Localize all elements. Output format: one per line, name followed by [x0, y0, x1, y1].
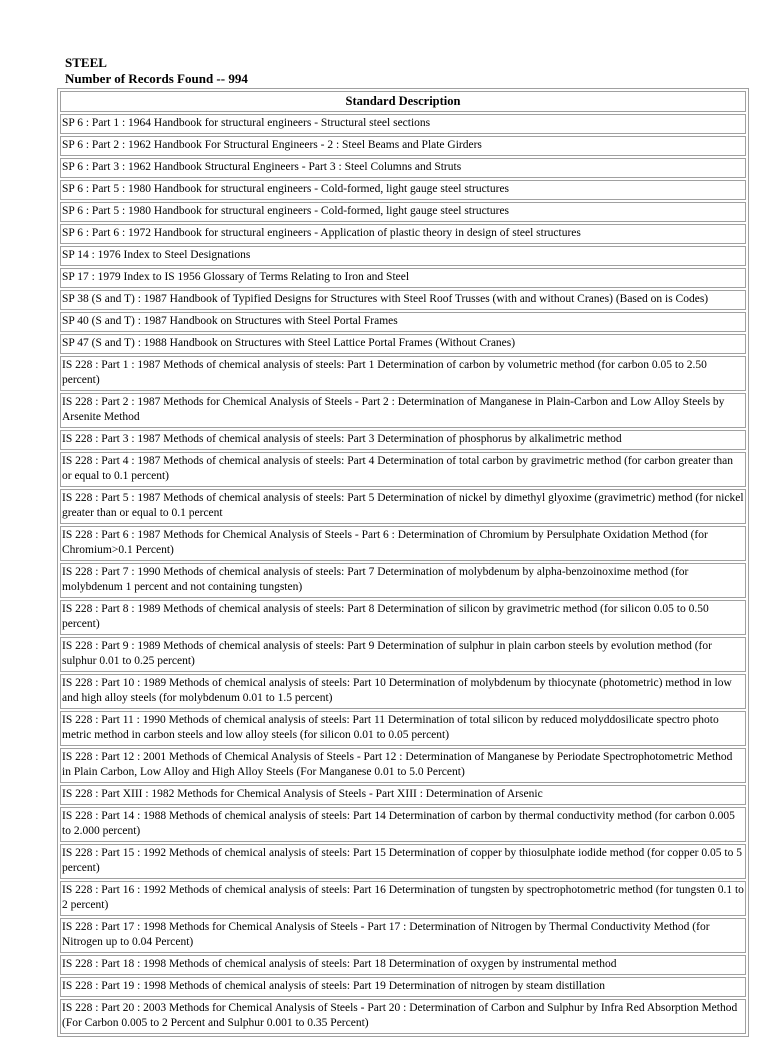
table-cell: IS 228 : Part XIII : 1982 Methods for Chemical Analysis of Steels - Part XIII : Determination of Arsenic — [60, 785, 746, 805]
table-cell: SP 6 : Part 2 : 1962 Handbook For Structural Engineers - 2 : Steel Beams and Plate Girders — [60, 136, 746, 156]
table-cell: IS 228 : Part 5 : 1987 Methods of chemical analysis of steels: Part 5 Determination of nickel by dimethyl glyoxime (gravimetric) method (for nickel greater than or equal to 0.1 percent — [60, 489, 746, 524]
table-body — [60, 114, 746, 1034]
table-cell: IS 228 : Part 12 : 2001 Methods of Chemical Analysis of Steels - Part 12 : Determination of Manganese by Periodate Spectrophotometric Method in Plain Carbon, Low Alloy and High Alloy Steels (For Manganese 0.01 to 5.0 Percent) — [60, 748, 746, 783]
table-cell: IS 228 : Part 3 : 1987 Methods of chemical analysis of steels: Part 3 Determination of phosphorus by alkalimetric method — [60, 430, 746, 450]
standards-table — [57, 88, 749, 1037]
table-row — [60, 977, 746, 997]
table-row — [60, 489, 746, 524]
table-cell: SP 14 : 1976 Index to Steel Designations — [60, 246, 746, 266]
table-cell: SP 6 : Part 3 : 1962 Handbook Structural Engineers - Part 3 : Steel Columns and Struts — [60, 158, 746, 178]
table-cell: IS 228 : Part 8 : 1989 Methods of chemical analysis of steels: Part 8 Determination of silicon by gravimetric method (for silicon 0.05 to 0.50 percent) — [60, 600, 746, 635]
table-cell: SP 6 : Part 1 : 1964 Handbook for structural engineers - Structural steel sections — [60, 114, 746, 134]
table-cell: IS 228 : Part 18 : 1998 Methods of chemical analysis of steels: Part 18 Determination of oxygen by instrumental method — [60, 955, 746, 975]
table-cell: IS 228 : Part 10 : 1989 Methods of chemical analysis of steels: Part 10 Determination of molybdenum by thiocynate (photometric) method in low and high alloy steels (for molybdenum 0.01 to 1.5 percent) — [60, 674, 746, 709]
table-row — [60, 393, 746, 428]
table-row — [60, 600, 746, 635]
records-count: Number of Records Found -- 994 — [65, 71, 248, 86]
table-row — [60, 526, 746, 561]
table-cell: IS 228 : Part 1 : 1987 Methods of chemical analysis of steels: Part 1 Determination of carbon by volumetric method (for carbon 0.05 to 2.50 percent) — [60, 356, 746, 391]
table-row — [60, 224, 746, 244]
table-row — [60, 158, 746, 178]
table-cell: IS 228 : Part 11 : 1990 Methods of chemical analysis of steels: Part 11 Determination of total silicon by reduced molyddosilicate spectro photo metric method in carbon steels and low alloy steels (for silicon 0.01 to 0.05 percent) — [60, 711, 746, 746]
table-cell: SP 6 : Part 5 : 1980 Handbook for structural engineers - Cold-formed, light gauge steel structures — [60, 180, 746, 200]
table-cell: IS 228 : Part 16 : 1992 Methods of chemical analysis of steels: Part 16 Determination of tungsten by spectrophotometric method (for tungsten 0.1 to 2 percent) — [60, 881, 746, 916]
table-row — [60, 637, 746, 672]
table-row — [60, 136, 746, 156]
table-cell: IS 228 : Part 15 : 1992 Methods of chemical analysis of steels: Part 15 Determination of copper by thiosulphate iodide method (for copper 0.05 to 5 percent) — [60, 844, 746, 879]
table-cell: IS 228 : Part 17 : 1998 Methods for Chemical Analysis of Steels - Part 17 : Determination of Nitrogen by Thermal Conductivity Method (for Nitrogen up to 0.04 Percent) — [60, 918, 746, 953]
table-cell: IS 228 : Part 6 : 1987 Methods for Chemical Analysis of Steels - Part 6 : Determination of Chromium by Persulphate Oxidation Method (for Chromium>0.1 Percent) — [60, 526, 746, 561]
results-header — [65, 55, 248, 87]
table-row — [60, 356, 746, 391]
table-header-row — [60, 91, 746, 112]
table-cell: SP 6 : Part 5 : 1980 Handbook for structural engineers - Cold-formed, light gauge steel structures — [60, 202, 746, 222]
table-cell: SP 17 : 1979 Index to IS 1956 Glossary of Terms Relating to Iron and Steel — [60, 268, 746, 288]
table-cell: IS 228 : Part 2 : 1987 Methods for Chemical Analysis of Steels - Part 2 : Determination of Manganese in Plain-Carbon and Low Alloy Steels by Arsenite Method — [60, 393, 746, 428]
table-row — [60, 246, 746, 266]
table-row — [60, 881, 746, 916]
table-row — [60, 563, 746, 598]
table-row — [60, 430, 746, 450]
table-row — [60, 202, 746, 222]
table-row — [60, 114, 746, 134]
table-row — [60, 180, 746, 200]
table-cell: SP 6 : Part 6 : 1972 Handbook for structural engineers - Application of plastic theory in design of steel structures — [60, 224, 746, 244]
table-row — [60, 999, 746, 1034]
table-cell: SP 47 (S and T) : 1988 Handbook on Structures with Steel Lattice Portal Frames (Without Cranes) — [60, 334, 746, 354]
table-row — [60, 711, 746, 746]
table-row — [60, 452, 746, 487]
table-row — [60, 918, 746, 953]
table-cell: IS 228 : Part 20 : 2003 Methods for Chemical Analysis of Steels - Part 20 : Determination of Carbon and Sulphur by Infra Red Absorption Method (For Carbon 0.005 to 2 Percent and Sulphur 0.001 to 0.35 Percent) — [60, 999, 746, 1034]
column-header-standard-description: Standard Description — [60, 91, 746, 112]
table-row — [60, 748, 746, 783]
table-row — [60, 955, 746, 975]
table-row — [60, 290, 746, 310]
table-row — [60, 268, 746, 288]
table-cell: IS 228 : Part 19 : 1998 Methods of chemical analysis of steels: Part 19 Determination of nitrogen by steam distillation — [60, 977, 746, 997]
table-cell: SP 38 (S and T) : 1987 Handbook of Typified Designs for Structures with Steel Roof Trusses (with and without Cranes) (Based on is Codes) — [60, 290, 746, 310]
table-cell: IS 228 : Part 9 : 1989 Methods of chemical analysis of steels: Part 9 Determination of sulphur in plain carbon steels by evolution method (for sulphur 0.01 to 0.25 percent) — [60, 637, 746, 672]
table-row — [60, 312, 746, 332]
table-row — [60, 785, 746, 805]
table-cell: SP 40 (S and T) : 1987 Handbook on Structures with Steel Portal Frames — [60, 312, 746, 332]
table-row — [60, 674, 746, 709]
table-row — [60, 334, 746, 354]
table-cell: IS 228 : Part 14 : 1988 Methods of chemical analysis of steels: Part 14 Determination of carbon by thermal conductivity method (for carbon 0.005 to 2.000 percent) — [60, 807, 746, 842]
page-title: STEEL — [65, 55, 107, 70]
table-row — [60, 807, 746, 842]
table-cell: IS 228 : Part 7 : 1990 Methods of chemical analysis of steels: Part 7 Determination of molybdenum by alpha-benzoinoxime method (for molybdenum 1 percent and not containing tungsten) — [60, 563, 746, 598]
table-cell: IS 228 : Part 4 : 1987 Methods of chemical analysis of steels: Part 4 Determination of total carbon by gravimetric method (for carbon greater than or equal to 0.1 percent) — [60, 452, 746, 487]
table-row — [60, 844, 746, 879]
